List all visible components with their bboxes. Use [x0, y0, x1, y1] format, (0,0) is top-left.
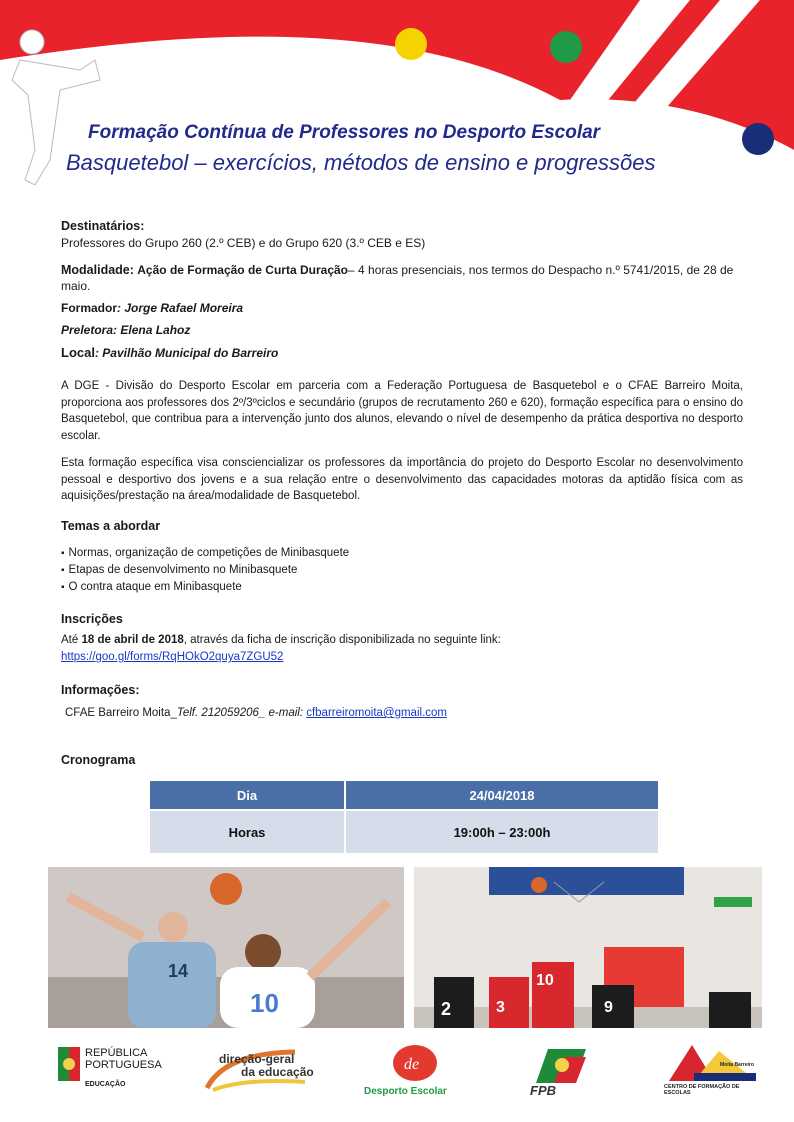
jersey-number: 9 [604, 999, 613, 1016]
table-row [150, 811, 658, 853]
cfae-line1: Moita Barreiro [720, 1062, 754, 1068]
list-item: ▪ Normas, organização de competições de Minibasquete [61, 545, 349, 562]
modalidade-type: Ação de Formação de Curta Duração [137, 263, 348, 277]
informacoes-telf: Telf. 212059206_ e-mail: [176, 707, 307, 719]
day-label: Dia [150, 781, 344, 809]
inscricoes-date: 18 de abril de 2018 [81, 634, 184, 646]
jersey-number: 14 [168, 961, 189, 981]
jersey-number: 10 [536, 972, 554, 989]
informacoes-org: CFAE Barreiro Moita_ [65, 707, 177, 719]
cfae-line2: CENTRO DE FORMAÇÃO DE ESCOLAS [664, 1084, 740, 1096]
cronograma-heading: Cronograma [61, 753, 136, 767]
formador-line [61, 300, 243, 316]
green-dot [550, 31, 582, 63]
basketball-icon [210, 873, 242, 905]
topics-heading: Temas a abordar [61, 519, 161, 533]
destinatarios-text: Professores do Grupo 260 (2.º CEB) e do Grupo 620 (3.º CEB e ES) [61, 236, 426, 250]
fpb-logo [528, 1045, 588, 1100]
republica-line3: EDUCAÇÃO [85, 1081, 126, 1088]
hours-label: Horas [150, 811, 344, 853]
cfae-logo [664, 1043, 759, 1098]
dge-line2: da educação [241, 1065, 314, 1079]
formador-label: Formador [61, 301, 118, 315]
local-line [61, 345, 278, 361]
jersey-number: 10 [250, 988, 279, 1018]
republica-line1: REPÚBLICA [85, 1047, 148, 1059]
preletora-line: Preletora: Elena Lahoz [61, 323, 191, 337]
inscricoes-prefix: Até [61, 634, 82, 646]
topics-list [61, 545, 349, 596]
modalidade-label: Modalidade: [61, 263, 134, 277]
jersey-number: 3 [496, 999, 505, 1016]
photo-boys-basketball [414, 867, 762, 1028]
local-label: Local [61, 345, 95, 360]
jersey-number: 2 [441, 999, 452, 1019]
basketball-icon [531, 877, 547, 893]
desporto-mark: de [404, 1056, 420, 1073]
inscricoes-text [61, 634, 501, 646]
inscricoes-suffix: , através da ficha de inscrição disponibilizada no seguinte link: [183, 634, 501, 646]
photo-girls-basketball [48, 867, 404, 1028]
fpb-text: FPB [530, 1083, 556, 1098]
table-row [150, 781, 658, 809]
informacoes-heading: Informações: [61, 683, 140, 697]
list-item: ▪ Etapas de desenvolvimento no Minibasquete [61, 562, 349, 579]
republica-line2: PORTUGUESA [85, 1059, 162, 1071]
list-item: ▪ O contra ataque em Minibasquete [61, 579, 349, 596]
dge-logo [205, 1048, 315, 1092]
yellow-dot [395, 28, 427, 60]
modalidade-line [61, 262, 743, 294]
republica-portuguesa-logo [58, 1045, 168, 1095]
registration-link[interactable]: https://goo.gl/forms/RqHOkO2quya7ZGU52 [61, 651, 284, 663]
intro-paragraph: A DGE - Divisão do Desporto Escolar em parceria com a Federação Portuguesa de Basquetebol e o CFAE Barreiro Moita, proporciona aos professores dos 2º/3ºciclos e secundário (grupos de recrutamento 260 e 620), formação específica para o ensino do Basquetebol, que contribua para a intervenção junto dos alunos, elevando o nível de desempenho da prática desportiva no desporto escolar. [61, 380, 743, 442]
local-value: : Pavilhão Municipal do Barreiro [94, 346, 279, 360]
schedule-table [148, 779, 660, 855]
page-title: Formação Contínua de Professores no Desporto Escolar [88, 122, 601, 143]
destinatarios-label: Destinatários: [61, 219, 145, 233]
flag-shield-icon [58, 1047, 80, 1081]
page-subtitle: Basquetebol – exercícios, métodos de ensino e progressões [66, 150, 656, 175]
dge-line1: direção-geral [219, 1052, 295, 1066]
informacoes-line [65, 707, 447, 719]
objective-paragraph: Esta formação específica visa consciencializar os professores da importância do projeto do Desporto Escolar no desenvolvimento pessoal e desportivo dos jovens e a sua relação entre o desenvolvimento das capacidades motoras da aptidão física com as aquisições/prestação na área/modalidade de Basquetebol. [61, 457, 743, 502]
day-value: 24/04/2018 [346, 781, 658, 809]
desporto-text: Desporto Escolar [364, 1086, 447, 1097]
email-link[interactable]: cfbarreiromoita@gmail.com [306, 707, 447, 719]
modalidade-text: – 4 horas presenciais, nos termos do Despacho n.º 5741/2015, de 28 de maio. [61, 263, 734, 293]
navy-dot [742, 123, 774, 155]
formador-value: : Jorge Rafael Moreira [117, 301, 244, 315]
desporto-escolar-logo [360, 1043, 470, 1101]
inscricoes-heading: Inscrições [61, 612, 123, 626]
hours-value: 19:00h – 23:00h [346, 811, 658, 853]
